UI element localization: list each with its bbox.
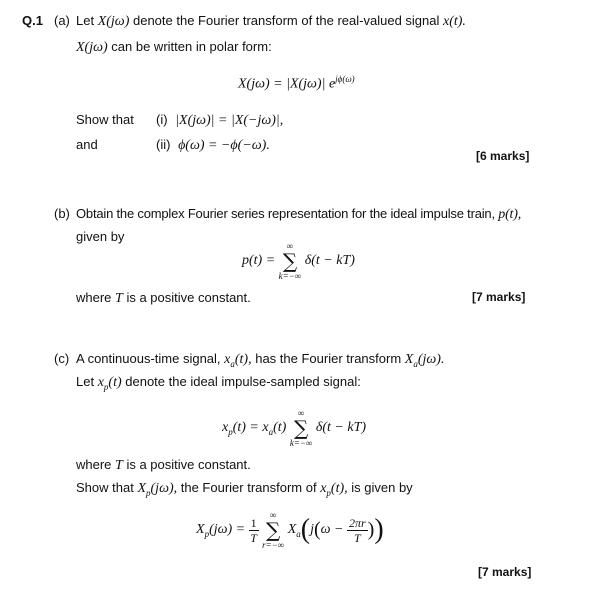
item-ii-label: (ii)	[156, 137, 171, 152]
intro-X: X(jω)	[97, 14, 130, 29]
polar-text: can be written in polar form:	[111, 39, 272, 54]
spectrum-omega-minus: ω −	[320, 522, 344, 537]
part-a-intro	[76, 13, 466, 30]
signal-xp: $x_p(t)$	[97, 375, 122, 392]
part-b-line1	[76, 206, 521, 223]
intro-prefix: Let	[76, 13, 95, 28]
part-c-line2-suffix: denote the ideal impulse-sampled signal:	[125, 374, 361, 389]
two-pi-r-over-T-fraction	[347, 516, 368, 545]
part-b-line1-math: p(t),	[498, 207, 522, 222]
part-c-show-suffix: is given by	[351, 480, 413, 495]
sampled-sum-lower: k=−∞	[289, 438, 313, 448]
part-b-where-line	[76, 290, 251, 307]
fraction-numerator: 1	[250, 515, 257, 530]
part-c-label: (c)	[54, 351, 70, 366]
show-xp: $x_p(t)$,	[320, 481, 348, 498]
impulse-train-equation	[242, 241, 355, 281]
sampled-sum-operator: ∞ ∑ k=−∞	[289, 408, 313, 448]
part-c-line1	[76, 351, 444, 369]
where-T: T	[115, 291, 123, 306]
sampled-signal-equation	[222, 408, 366, 448]
part-b-label: (b)	[54, 206, 70, 221]
part-b-line1-text: Obtain the complex Fourier series representation for the ideal impulse train,	[76, 206, 495, 221]
item-i	[156, 112, 283, 129]
item-ii-equation: ϕ(ω) = −ϕ(−ω).	[178, 138, 270, 153]
part-c-where-suffix: is a positive constant.	[126, 457, 251, 472]
item-ii	[156, 137, 270, 154]
part-c-line1-text: A continuous-time signal,	[76, 351, 221, 366]
part-c-show-mid: the Fourier transform of	[180, 480, 317, 495]
sum-upper-limit: ∞	[286, 241, 294, 251]
where-prefix: where	[76, 290, 112, 305]
part-c-line2-prefix: Let	[76, 374, 95, 389]
part-a-polar-equation	[238, 74, 355, 93]
intro-x: x(t).	[443, 14, 466, 29]
fraction2-denominator: T	[353, 530, 361, 545]
part-a-marks: [6 marks]	[476, 149, 530, 163]
part-c-where-line	[76, 457, 251, 474]
sampled-eq-lhs: $x_p(t) = x_a(t)$	[222, 419, 287, 437]
part-c-where-T: T	[115, 458, 123, 473]
part-b-line2: given by	[76, 229, 125, 244]
signal-xa: $x_a(t)$,	[224, 352, 252, 369]
fraction2-numerator: 2πr	[348, 515, 366, 530]
part-c-line2	[76, 374, 361, 392]
part-c-where-prefix: where	[76, 457, 112, 472]
show-that-label: Show that	[76, 112, 134, 127]
part-a-label: (a)	[54, 13, 70, 28]
spectrum-sum-upper: ∞	[269, 510, 277, 520]
one-over-T-fraction	[249, 516, 259, 545]
sampled-eq-rhs: δ(t − kT)	[315, 420, 367, 435]
spectrum-Xa: $X_a$	[287, 521, 301, 539]
spectrum-j: j	[310, 522, 314, 537]
part-b-marks: [7 marks]	[472, 290, 526, 304]
sampled-sum-upper: ∞	[297, 408, 305, 418]
sampled-spectrum-equation: $X_p(j\omega)$ = $\frac{1}{T}$ ∞ ∑ r=−∞ $X_a(j(\omega$ − $\frac{2\pi r}{T}$ ))	[196, 510, 384, 550]
polar-eq-exponent: jϕ(ω)	[335, 74, 355, 84]
part-c-show-line	[76, 480, 413, 498]
intro-mid: denote the Fourier transform of the real-valued signal	[132, 13, 440, 28]
part-a-polar-line	[76, 39, 272, 56]
impulse-eq-lhs: p(t) =	[242, 253, 276, 268]
sum-lower-limit: k=−∞	[278, 271, 302, 281]
fraction-denominator: T	[250, 530, 257, 545]
spectrum-sum-lower: r=−∞	[262, 540, 285, 550]
where-suffix: is a positive constant.	[126, 290, 251, 305]
part-c-line1-mid: has the Fourier transform	[255, 351, 402, 366]
transform-Xa: $X_a(j\omega)$.	[404, 352, 445, 369]
question-number: Q.1	[22, 13, 43, 28]
impulse-eq-rhs: δ(t − kT)	[304, 253, 355, 268]
part-c-show-prefix: Show that	[76, 480, 134, 495]
polar-eq-lhs: X(jω) = |X(jω)| e	[238, 76, 336, 92]
show-Xp: $X_p(j\omega)$,	[137, 481, 178, 498]
spectrum-sum-operator: ∞ ∑ r=−∞	[262, 510, 285, 550]
polar-prefix: X(jω)	[76, 40, 108, 55]
item-i-equation: |X(jω)| = |X(−jω)|,	[175, 113, 284, 128]
item-i-label: (i)	[156, 112, 168, 127]
impulse-sum-operator: ∞ ∑ k=−∞	[278, 241, 302, 281]
spectrum-eq-lhs: $X_p(j\omega)$ =	[196, 521, 246, 539]
and-label: and	[76, 137, 98, 152]
part-c-marks: [7 marks]	[478, 565, 532, 579]
